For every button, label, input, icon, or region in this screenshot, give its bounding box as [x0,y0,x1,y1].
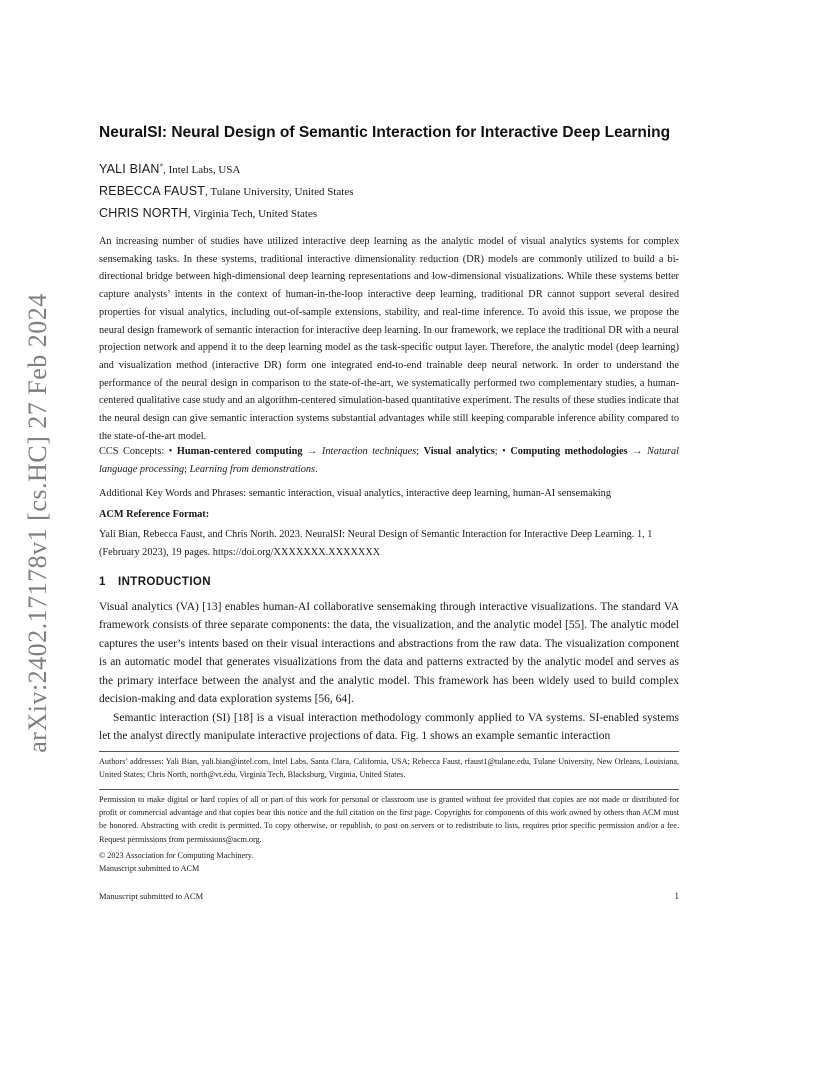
abstract: An increasing number of studies have utilized interactive deep learning as the analytic model of visual analytics systems for complex sensemaking tasks. In these systems, traditional interactive dimensionality reduction (DR) models are commonly utilized to build a bi-directional bridge between high-dimensional deep learning representations and low-dimensional visualizations. While these systems better capture analysts’ intents in the context of human-in-the-loop interactive deep learning, traditional DR cannot support several desired properties for visual analytics, including out-of-sample extensions, stability, and real-time inference. To avoid this issue, we propose the neural design framework of semantic interaction for interactive deep learning. In our framework, we replace the traditional DR with a neural projection network and append it to the deep learning model as the task-specific output layer. Therefore, the analytic model (deep learning) and visualization method (interactive DR) form one integrated end-to-end trainable deep neural network. In order to understand the performance of the neural design in comparison to the state-of-the-art, we systematically performed two complementary studies, a human-centered qualitative case study and an algorithm-centered simulation-based quantitative experiment. The results of these studies indicate that the neural design can give semantic interaction systems substantial advantages while still keeping comparable inference ability compared to the state-of-the-art model. [99,236,679,442]
footer-running-text: Manuscript submitted to ACM [99,891,204,901]
author-line-1 [99,162,240,176]
ccs-separator: ; [416,446,424,457]
copyright-notice: © 2023 Association for Computing Machinery. [99,851,254,860]
additional-keywords: Additional Key Words and Phrases: semantic interaction, visual analytics, interactive deep learning, human-AI sensemaking [99,488,611,499]
author-affiliation: , Tulane University, United States [205,186,354,198]
author-line-2 [99,184,354,198]
author-name: CHRIS NORTH [99,206,188,220]
ccs-subconcept: Natural language processing [99,446,679,475]
ccs-arrow: → [302,446,322,457]
ccs-end: . [315,463,318,475]
ccs-concept: Computing methodologies [510,446,628,457]
author-affiliation: , Virginia Tech, United States [187,208,318,220]
ccs-arrow: → [627,446,647,457]
ccs-concepts [99,443,679,478]
ccs-separator: ; [184,463,190,475]
manuscript-note: Manuscript submitted to ACM [99,864,200,873]
footnote-rule [99,789,679,790]
page-number: 1 [674,891,679,901]
footnote-authors-addresses: Authors’ addresses: Yali Bian, yali.bian@intel.com, Intel Labs, Santa Clara, California, USA; Rebecca Faust, rfaust1@tulane.edu, Tulane University, New Orleans, Louisiana, United States; Chris North, north@vt.edu, Virginia Tech, Blacksburg, Virginia, United States. [99,757,679,780]
ccs-concept: Visual analytics [423,446,495,457]
arxiv-sidebar-stamp [20,285,56,760]
ccs-separator: ; • [494,446,511,457]
ccs-label: CCS Concepts: • [99,446,177,457]
section-number: 1 [99,576,106,588]
paper-title: NeuralSI: Neural Design of Semantic Interaction for Interactive Deep Learning [99,124,671,141]
section-heading [99,576,211,588]
author-marker: * [159,162,164,171]
ccs-concept: Human-centered computing [176,446,303,457]
footnote-permission: Permission to make digital or hard copies of all or part of this work for personal or classroom use is granted without fee provided that copies are not made or distributed for profit or commercial advantage and that copies bear this notice and the full citation on the first page. Copyrights for components of this work owned by others than ACM must be honored. Abstracting with credit is permitted. To copy otherwise, or republish, to post on servers or to redistribute to lists, requires prior specific permission and/or a fee. Request permissions from permissions@acm.org. [99,795,679,844]
ccs-subconcept: Interaction techniques [321,446,417,457]
arxiv-identifier: arXiv:2402.17178v1 [cs.HC] 27 Feb 2024 [23,292,53,753]
acm-reference-text: Yali Bian, Rebecca Faust, and Chris North. 2023. NeuralSI: Neural Design of Semantic Interaction for Interactive Deep Learning. 1, 1 (February 2023), 19 pages. https://doi.org/XXXXXXX.XXXXXXX [99,529,653,558]
author-affiliation: , Intel Labs, USA [163,164,241,176]
author-name: YALI BIAN [99,162,160,176]
ccs-subconcept: Learning from demonstrations [189,463,316,475]
author-name: REBECCA FAUST [99,184,206,198]
body-paragraph-1: Visual analytics (VA) [13] enables human-AI collaborative sensemaking through interactive visualizations. The standard VA framework consists of three separate components: the data, the visualization, and the analytic model [55]. The analytic model captures the user’s intents based on their visual interactions and abstractions from the raw data. The visualization component is an automatic model that generates visualizations from the data and patterns extracted by the analytic model and serves as the primary interface between the analyst and the analytic model. This framework has been widely used to build complex decision-making and data exploration systems [56, 64]. [99,601,679,706]
author-line-3 [99,206,317,220]
footnote-rule [99,751,679,752]
section-title: INTRODUCTION [118,576,211,588]
acm-reference-heading: ACM Reference Format: [99,509,210,520]
body-paragraph-2: Semantic interaction (SI) [18] is a visual interaction methodology commonly applied to VA systems. SI-enabled systems let the analyst directly manipulate interactive projections of data. Fig. 1 shows an example semantic interaction [99,712,679,743]
